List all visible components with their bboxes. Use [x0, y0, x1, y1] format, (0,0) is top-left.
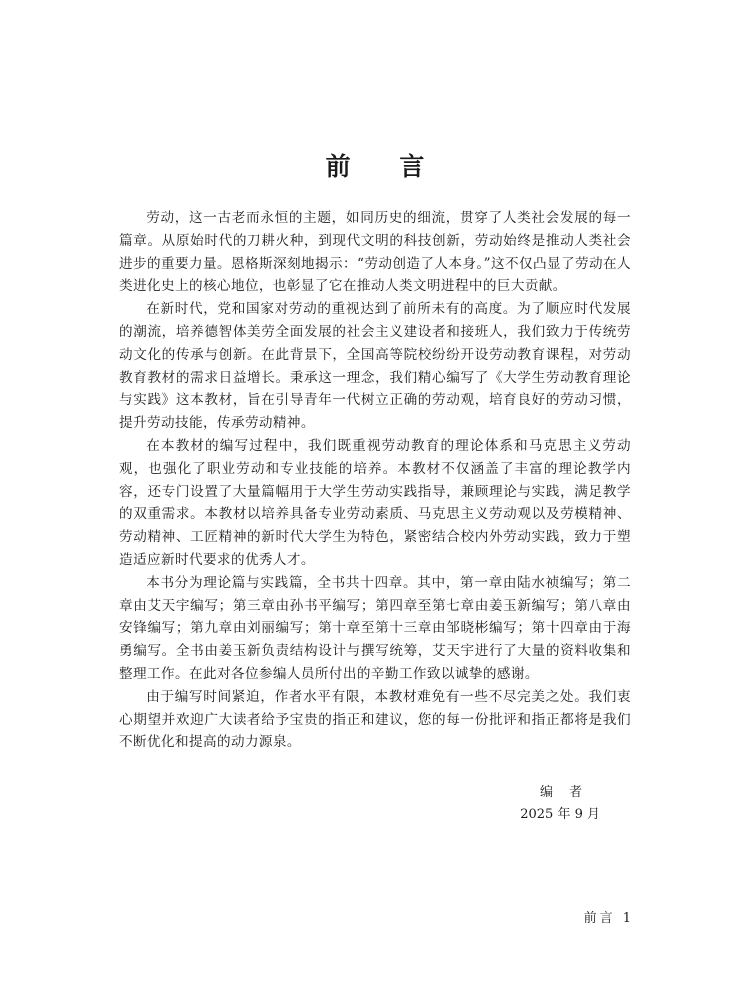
signature-date: 2025 年 9 月	[520, 807, 600, 822]
paragraph-4: 本书分为理论篇与实践篇，全书共十四章。其中，第一章由陆水祯编写；第二章由艾天宇编写；第三章由孙书平编写；第四章至第七章由姜玉新编写；第八章由安锋编写；第九章由刘丽编写；第十章至第十三章由邹晓彬编写；第十四章由于海勇编写。全书由姜玉新负责结构设计与撰写统筹，艾天宇进行了大量的资料收集和整理工作。在此对各位参编人员所付出的辛勤工作致以诚挚的感谢。	[119, 574, 631, 682]
signature-block	[520, 782, 600, 826]
editor-signature: 编者	[539, 785, 598, 800]
footer-section: 前言	[583, 911, 616, 926]
paragraph-2: 在新时代，党和国家对劳动的重视达到了前所未有的高度。为了顺应时代发展的潮流，培养德智体美劳全面发展的社会主义建设者和接班人，我们致力于传统劳动文化的传承与创新。在此背景下，全国高等院校纷纷开设劳动教育课程，对劳动教育教材的需求日益增长。秉承这一理念，我们精心编写了《大学生劳动教育理论与实践》这本教材，旨在引导青年一代树立正确的劳动观，培育良好的劳动习惯，提升劳动技能，传承劳动精神。	[119, 301, 631, 432]
preface-body	[119, 207, 631, 754]
page-footer	[584, 909, 634, 929]
paragraph-5: 由于编写时间紧迫，作者水平有限，本教材难免有一些不尽完美之处。我们衷心期望并欢迎广大读者给予宝贵的指正和建议，您的每一份批评和指正都将是我们不断优化和提高的动力源泉。	[119, 688, 631, 751]
page-title: 前 言	[325, 152, 445, 181]
paragraph-3: 在本教材的编写过程中，我们既重视劳动教育的理论体系和马克思主义劳动观，也强化了职业劳动和专业技能的培养。本教材不仅涵盖了丰富的理论教学内容，还专门设置了大量篇幅用于大学生劳动实践指导，兼顾理论与实践，满足教学的双重需求。本教材以培养具备专业劳动素质、马克思主义劳动观以及劳模精神、劳动精神、工匠精神的新时代大学生为特色，紧密结合校内外劳动实践，致力于塑造适应新时代要求的优秀人才。	[119, 437, 631, 568]
paragraph-1: 劳动，这一古老而永恒的主题，如同历史的细流，贯穿了人类社会发展的每一篇章。从原始时代的刀耕火种，到现代文明的科技创新，劳动始终是推动人类社会进步的重要力量。恩格斯深刻地揭示：“劳动创造了人本身。”这不仅凸显了劳动在人类进化史上的核心地位，也彰显了它在推动人类文明进程中的巨大贡献。	[119, 210, 631, 295]
page-number: 1	[622, 911, 634, 926]
